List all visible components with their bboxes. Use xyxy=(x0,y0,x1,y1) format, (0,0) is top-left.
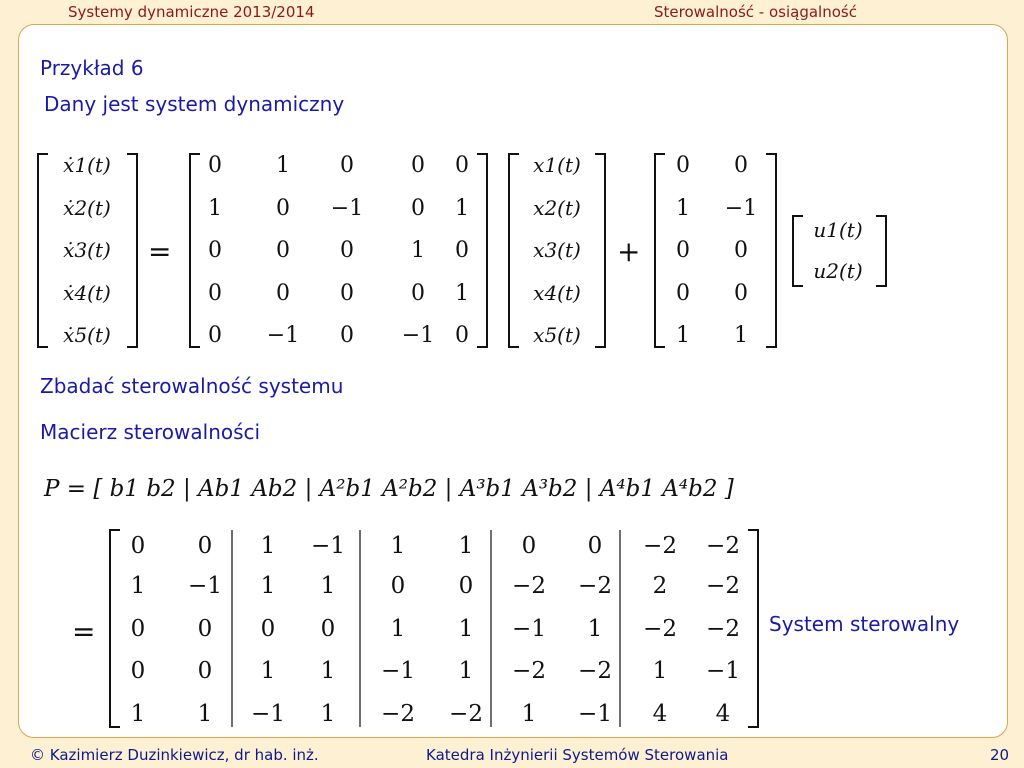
b-matrix-entry: 0 xyxy=(734,153,748,178)
a-matrix-entry: 0 xyxy=(455,238,469,263)
slide-title: Przykład 6 xyxy=(40,56,144,80)
b-matrix-entry: 0 xyxy=(734,238,748,263)
b-matrix-entry: −1 xyxy=(724,196,758,221)
a-matrix-entry: 0 xyxy=(208,238,222,263)
p-matrix-entry: 0 xyxy=(458,573,474,599)
a-matrix-entry: 1 xyxy=(208,196,222,221)
p-matrix-entry: −1 xyxy=(188,573,222,599)
a-matrix-entry: 0 xyxy=(208,153,222,178)
p-matrix-entry: 0 xyxy=(130,616,146,642)
xdot-entry: ẋ2(t) xyxy=(63,196,111,220)
page-number: 20 xyxy=(990,746,1010,764)
header-course-title: Systemy dynamiczne 2013/2014 xyxy=(68,3,315,21)
p-matrix-entry: −1 xyxy=(512,616,546,642)
a-matrix-entry: 0 xyxy=(340,153,354,178)
b-matrix-entry: 1 xyxy=(734,323,748,348)
p-matrix-entry: −1 xyxy=(578,701,612,727)
p-matrix-entry: 0 xyxy=(260,616,276,642)
p-matrix-entry: 1 xyxy=(130,573,146,599)
p-matrix-entry: 1 xyxy=(587,616,603,642)
a-matrix-entry: 0 xyxy=(340,238,354,263)
p-matrix-entry: 0 xyxy=(587,533,603,559)
p-matrix-entry: 4 xyxy=(652,701,668,727)
p-matrix-entry: 0 xyxy=(390,573,406,599)
a-matrix-entry: 0 xyxy=(411,196,425,221)
p-matrix-entry: 0 xyxy=(197,616,213,642)
a-matrix-entry: 0 xyxy=(455,323,469,348)
xdot-entry: ẋ1(t) xyxy=(63,153,111,177)
matrix-label: Macierz sterowalności xyxy=(40,420,261,444)
p-matrix-entry: −2 xyxy=(512,658,546,684)
p-matrix-entry: −2 xyxy=(512,573,546,599)
p-matrix-entry: 1 xyxy=(458,658,474,684)
p-matrix-entry: −2 xyxy=(578,658,612,684)
u-entry: u2(t) xyxy=(813,259,863,283)
p-matrix-entry: 1 xyxy=(390,616,406,642)
b-matrix-entry: 0 xyxy=(676,238,690,263)
p-matrix-entry: −2 xyxy=(706,533,740,559)
p-matrix-entry: −2 xyxy=(706,573,740,599)
p-matrix-entry: 1 xyxy=(320,573,336,599)
p-matrix-entry: −2 xyxy=(643,533,677,559)
p-matrix-entry: 0 xyxy=(521,533,537,559)
b-matrix-entry: 1 xyxy=(676,323,690,348)
a-matrix-entry: −1 xyxy=(401,323,435,348)
u-entry: u1(t) xyxy=(813,218,863,242)
p-matrix-entry: 1 xyxy=(260,573,276,599)
p-matrix-entry: −2 xyxy=(381,701,415,727)
b-matrix-entry: 1 xyxy=(676,196,690,221)
p-matrix-entry: −2 xyxy=(643,616,677,642)
a-matrix-entry: −1 xyxy=(330,196,364,221)
p-matrix-entry: 1 xyxy=(260,533,276,559)
a-matrix-entry: 1 xyxy=(276,153,290,178)
p-matrix-entry: 1 xyxy=(458,533,474,559)
result-text: System sterowalny xyxy=(769,612,960,636)
x-entry: x3(t) xyxy=(533,238,581,262)
xdot-entry: ẋ3(t) xyxy=(63,238,111,262)
a-matrix-entry: 0 xyxy=(411,281,425,306)
a-matrix-entry: 0 xyxy=(455,153,469,178)
p-matrix-entry: −2 xyxy=(449,701,483,727)
equals-sign: = xyxy=(72,615,96,648)
p-matrix-entry: 2 xyxy=(652,573,668,599)
b-matrix-entry: 0 xyxy=(676,153,690,178)
x-entry: x4(t) xyxy=(533,281,581,305)
a-matrix-entry: 0 xyxy=(340,281,354,306)
p-matrix-entry: 0 xyxy=(197,533,213,559)
p-matrix-entry: 0 xyxy=(197,658,213,684)
a-matrix-entry: 0 xyxy=(411,153,425,178)
b-matrix-entry: 0 xyxy=(734,281,748,306)
p-matrix-entry: −1 xyxy=(311,533,345,559)
a-matrix-entry: 0 xyxy=(340,323,354,348)
header-topic-title: Sterowalność - osiągalność xyxy=(654,3,857,21)
p-matrix-entry: 1 xyxy=(390,533,406,559)
equals-sign: = xyxy=(148,235,172,268)
p-matrix-entry: 1 xyxy=(260,658,276,684)
p-matrix-entry: −2 xyxy=(578,573,612,599)
p-matrix-entry: 0 xyxy=(130,533,146,559)
p-matrix-entry: 1 xyxy=(320,658,336,684)
p-matrix-entry: −2 xyxy=(706,616,740,642)
a-matrix-entry: 0 xyxy=(208,323,222,348)
p-matrix-entry: 1 xyxy=(458,616,474,642)
a-matrix-entry: 1 xyxy=(411,238,425,263)
a-matrix-entry: 1 xyxy=(455,281,469,306)
footer-author: © Kazimierz Duzinkiewicz, dr hab. inż. xyxy=(30,746,319,764)
x-entry: x2(t) xyxy=(533,196,581,220)
a-matrix-entry: 0 xyxy=(276,196,290,221)
p-matrix-entry: −1 xyxy=(251,701,285,727)
p-matrix-entry: 0 xyxy=(130,658,146,684)
p-matrix-entry: 1 xyxy=(521,701,537,727)
x-entry: x1(t) xyxy=(533,153,581,177)
plus-sign: + xyxy=(617,235,641,268)
p-matrix-entry: 1 xyxy=(320,701,336,727)
a-matrix-entry: 0 xyxy=(208,281,222,306)
intro-text: Dany jest system dynamiczny xyxy=(44,92,345,116)
p-definition: P = [ b1 b2 | Ab1 Ab2 | A²b1 A²b2 | A³b1 A³b2 | A⁴b1 A⁴b2 ] xyxy=(44,476,734,502)
footer-department: Katedra Inżynierii Systemów Sterowania xyxy=(426,746,729,764)
b-matrix-entry: 0 xyxy=(676,281,690,306)
a-matrix-entry: 1 xyxy=(455,196,469,221)
p-matrix-entry: 0 xyxy=(320,616,336,642)
a-matrix-entry: 0 xyxy=(276,281,290,306)
x-entry: x5(t) xyxy=(533,323,581,347)
p-matrix-entry: 1 xyxy=(130,701,146,727)
p-matrix-entry: 4 xyxy=(715,701,731,727)
p-matrix-entry: 1 xyxy=(652,658,668,684)
a-matrix-entry: 0 xyxy=(276,238,290,263)
p-matrix-entry: 1 xyxy=(197,701,213,727)
task-text: Zbadać sterowalność systemu xyxy=(40,374,344,398)
xdot-entry: ẋ5(t) xyxy=(63,323,111,347)
p-matrix-entry: −1 xyxy=(381,658,415,684)
a-matrix-entry: −1 xyxy=(266,323,300,348)
p-matrix-entry: −1 xyxy=(706,658,740,684)
xdot-entry: ẋ4(t) xyxy=(63,281,111,305)
